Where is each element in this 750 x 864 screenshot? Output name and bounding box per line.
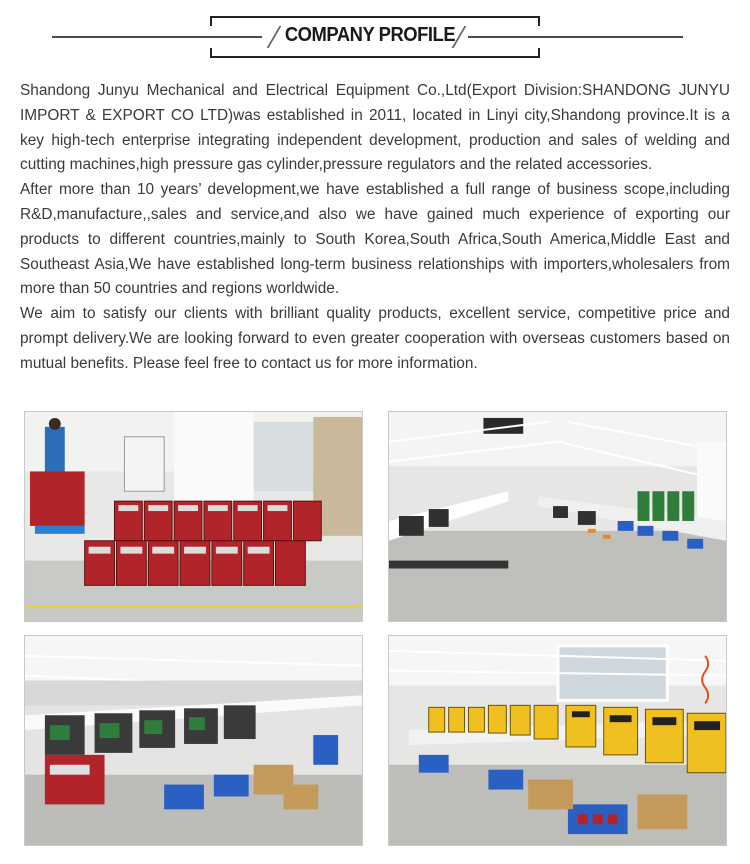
paragraph-development: After more than 10 years’ development,we have established a full range of business scope,including R&D,manufacture,,sales and service,and also we have gained much experience of exporting our products to different countries,mainly to South Korea,South Africa,South America,Middle East and Southeast Asia,We have established long-term business relationships with importers,wholesalers from more than 50 countries and regions worldwide. bbox=[20, 181, 730, 298]
page-title: COMPANY PROFILE bbox=[284, 24, 456, 46]
header-divider-left bbox=[52, 36, 262, 38]
section-header bbox=[0, 14, 750, 60]
header-bracket-bottom bbox=[210, 56, 540, 58]
paragraph-intro: Shandong Junyu Mechanical and Electrical Equipment Co.,Ltd(Export Division:SHANDONG JUNYU IMPORT & EXPORT CO LTD)was established in 2011, located in Linyi city,Shandong province.It is a key high-tech enterprise integrating independent development, production and sales of welding and cutting machines,high pressure gas cylinder,pressure regulators and the related accessories. bbox=[20, 82, 730, 174]
factory-photo-warehouse bbox=[24, 411, 363, 622]
factory-photo-workbench bbox=[24, 635, 363, 846]
factory-photo-plasma-line bbox=[388, 635, 727, 846]
company-description bbox=[20, 79, 730, 377]
header-divider-right bbox=[468, 36, 683, 38]
paragraph-aim: We aim to satisfy our clients with brilliant quality products, excellent service, competitive price and prompt delivery.We are looking forward to even greater cooperation with overseas customers based on mutual benefits. Please feel free to contact us for more information. bbox=[20, 305, 730, 372]
header-bracket-top bbox=[210, 16, 540, 18]
factory-photo-assembly-hall bbox=[388, 411, 727, 622]
